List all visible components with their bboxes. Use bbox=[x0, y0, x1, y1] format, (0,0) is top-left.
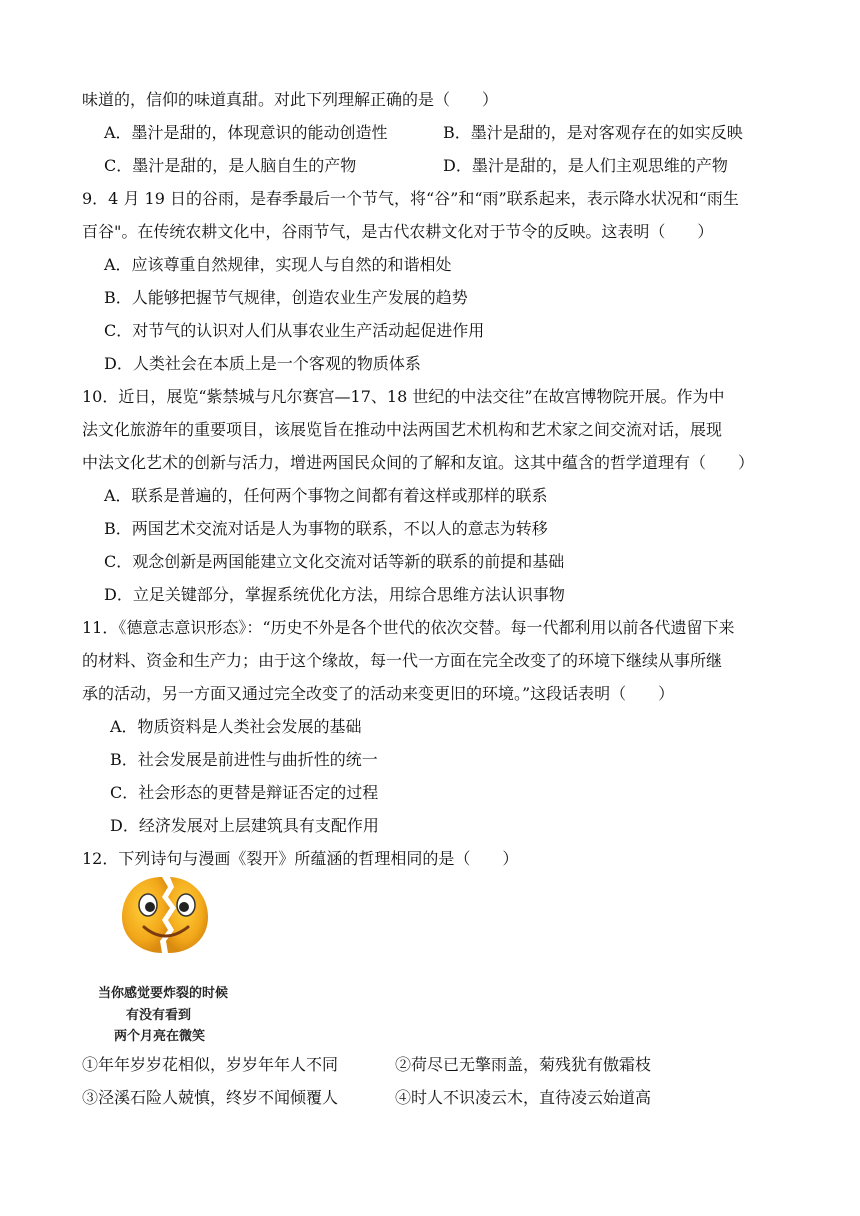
q9-option-d[interactable]: D．人类社会在本质上是一个客观的物质体系 bbox=[104, 354, 421, 373]
q12-poem-4: ④时人不识凌云木，直待凌云始道高 bbox=[395, 1088, 652, 1107]
q8-option-b[interactable]: B．墨汁是甜的，是对客观存在的如实反映 bbox=[443, 123, 743, 142]
q9-option-c[interactable]: C．对节气的认识对人们从事农业生产活动起促进作用 bbox=[104, 321, 485, 340]
q12-stem: 12．下列诗句与漫画《裂开》所蕴涵的哲理相同的是（ ） bbox=[82, 849, 519, 868]
q8-stem-tail: 味道的，信仰的味道真甜。对此下列理解正确的是（ ） bbox=[82, 90, 499, 109]
cracked-face-icon bbox=[82, 875, 262, 955]
q8-option-c[interactable]: C．墨汁是甜的，是人脑自生的产物 bbox=[104, 156, 357, 175]
q11-option-d[interactable]: D．经济发展对上层建筑具有支配作用 bbox=[110, 816, 379, 835]
q11-stem-line-1: 11．《德意志意识形态》：“历史不外是各个世代的依次交替。每一代都利用以前各代遗留下来 bbox=[82, 618, 735, 637]
q11-option-b[interactable]: B．社会发展是前进性与曲折性的统一 bbox=[110, 750, 378, 769]
q12-poem-3: ③泾溪石险人兢慎，终岁不闻倾覆人 bbox=[82, 1088, 339, 1107]
q11-stem-line-2: 的材料、资金和生产力；由于这个缘故，每一代一方面在完全改变了的环境下继续从事所继 bbox=[82, 651, 723, 670]
q10-option-a[interactable]: A．联系是普遍的，任何两个事物之间都有着这样或那样的联系 bbox=[104, 486, 548, 505]
q10-option-b[interactable]: B．两国艺术交流对话是人为事物的联系，不以人的意志为转移 bbox=[104, 519, 548, 538]
q9-stem-line-1: 9．4 月 19 日的谷雨，是春季最后一个节气，将“谷”和“雨”联系起来，表示降水状况和“雨生 bbox=[82, 189, 739, 208]
cracked-face-cartoon bbox=[82, 875, 262, 1045]
q8-option-d[interactable]: D．墨汁是甜的，是人们主观思维的产物 bbox=[443, 156, 728, 175]
q10-stem-line-3: 中法文化艺术的创新与活力，增进两国民众间的了解和友谊。这其中蕴含的哲学道理有（ ） bbox=[82, 453, 755, 472]
q10-stem-line-2: 法文化旅游年的重要项目，该展览旨在推动中法两国艺术机构和艺术家之间交流对话，展现 bbox=[82, 420, 723, 439]
q9-stem-line-2: 百谷"。在传统农耕文化中，谷雨节气，是古代农耕文化对于节令的反映。这表明（ ） bbox=[82, 222, 714, 241]
q10-option-d[interactable]: D．立足关键部分，掌握系统优化方法，用综合思维方法认识事物 bbox=[104, 585, 565, 604]
q11-option-a[interactable]: A．物质资料是人类社会发展的基础 bbox=[110, 717, 362, 736]
q12-poem-2: ②荷尽已无擎雨盖，菊残犹有傲霜枝 bbox=[395, 1055, 652, 1074]
q11-option-c[interactable]: C．社会形态的更替是辩证否定的过程 bbox=[110, 783, 379, 802]
cartoon-caption-line-1: 当你感觉要炸裂的时候 bbox=[98, 986, 229, 1001]
q11-stem-line-3: 承的活动，另一方面又通过完全改变了的活动来变更旧的环境。”这段话表明（ ） bbox=[82, 684, 675, 703]
q10-option-c[interactable]: C．观念创新是两国能建立文化交流对话等新的联系的前提和基础 bbox=[104, 552, 565, 571]
q10-stem-line-1: 10．近日，展览“紫禁城与凡尔赛宫—17、18 世纪的中法交往”在故宫博物院开展。作为中 bbox=[82, 387, 725, 406]
q9-option-b[interactable]: B．人能够把握节气规律，创造农业生产发展的趋势 bbox=[104, 288, 468, 307]
cartoon-caption-line-2: 有没有看到 bbox=[126, 1008, 192, 1023]
q12-poem-1: ①年年岁岁花相似，岁岁年年人不同 bbox=[82, 1055, 339, 1074]
q8-option-a[interactable]: A．墨汁是甜的，体现意识的能动创造性 bbox=[104, 123, 388, 142]
q9-option-a[interactable]: A．应该尊重自然规律，实现人与自然的和谐相处 bbox=[104, 255, 452, 274]
cartoon-caption-line-3: 两个月亮在微笑 bbox=[114, 1029, 206, 1044]
